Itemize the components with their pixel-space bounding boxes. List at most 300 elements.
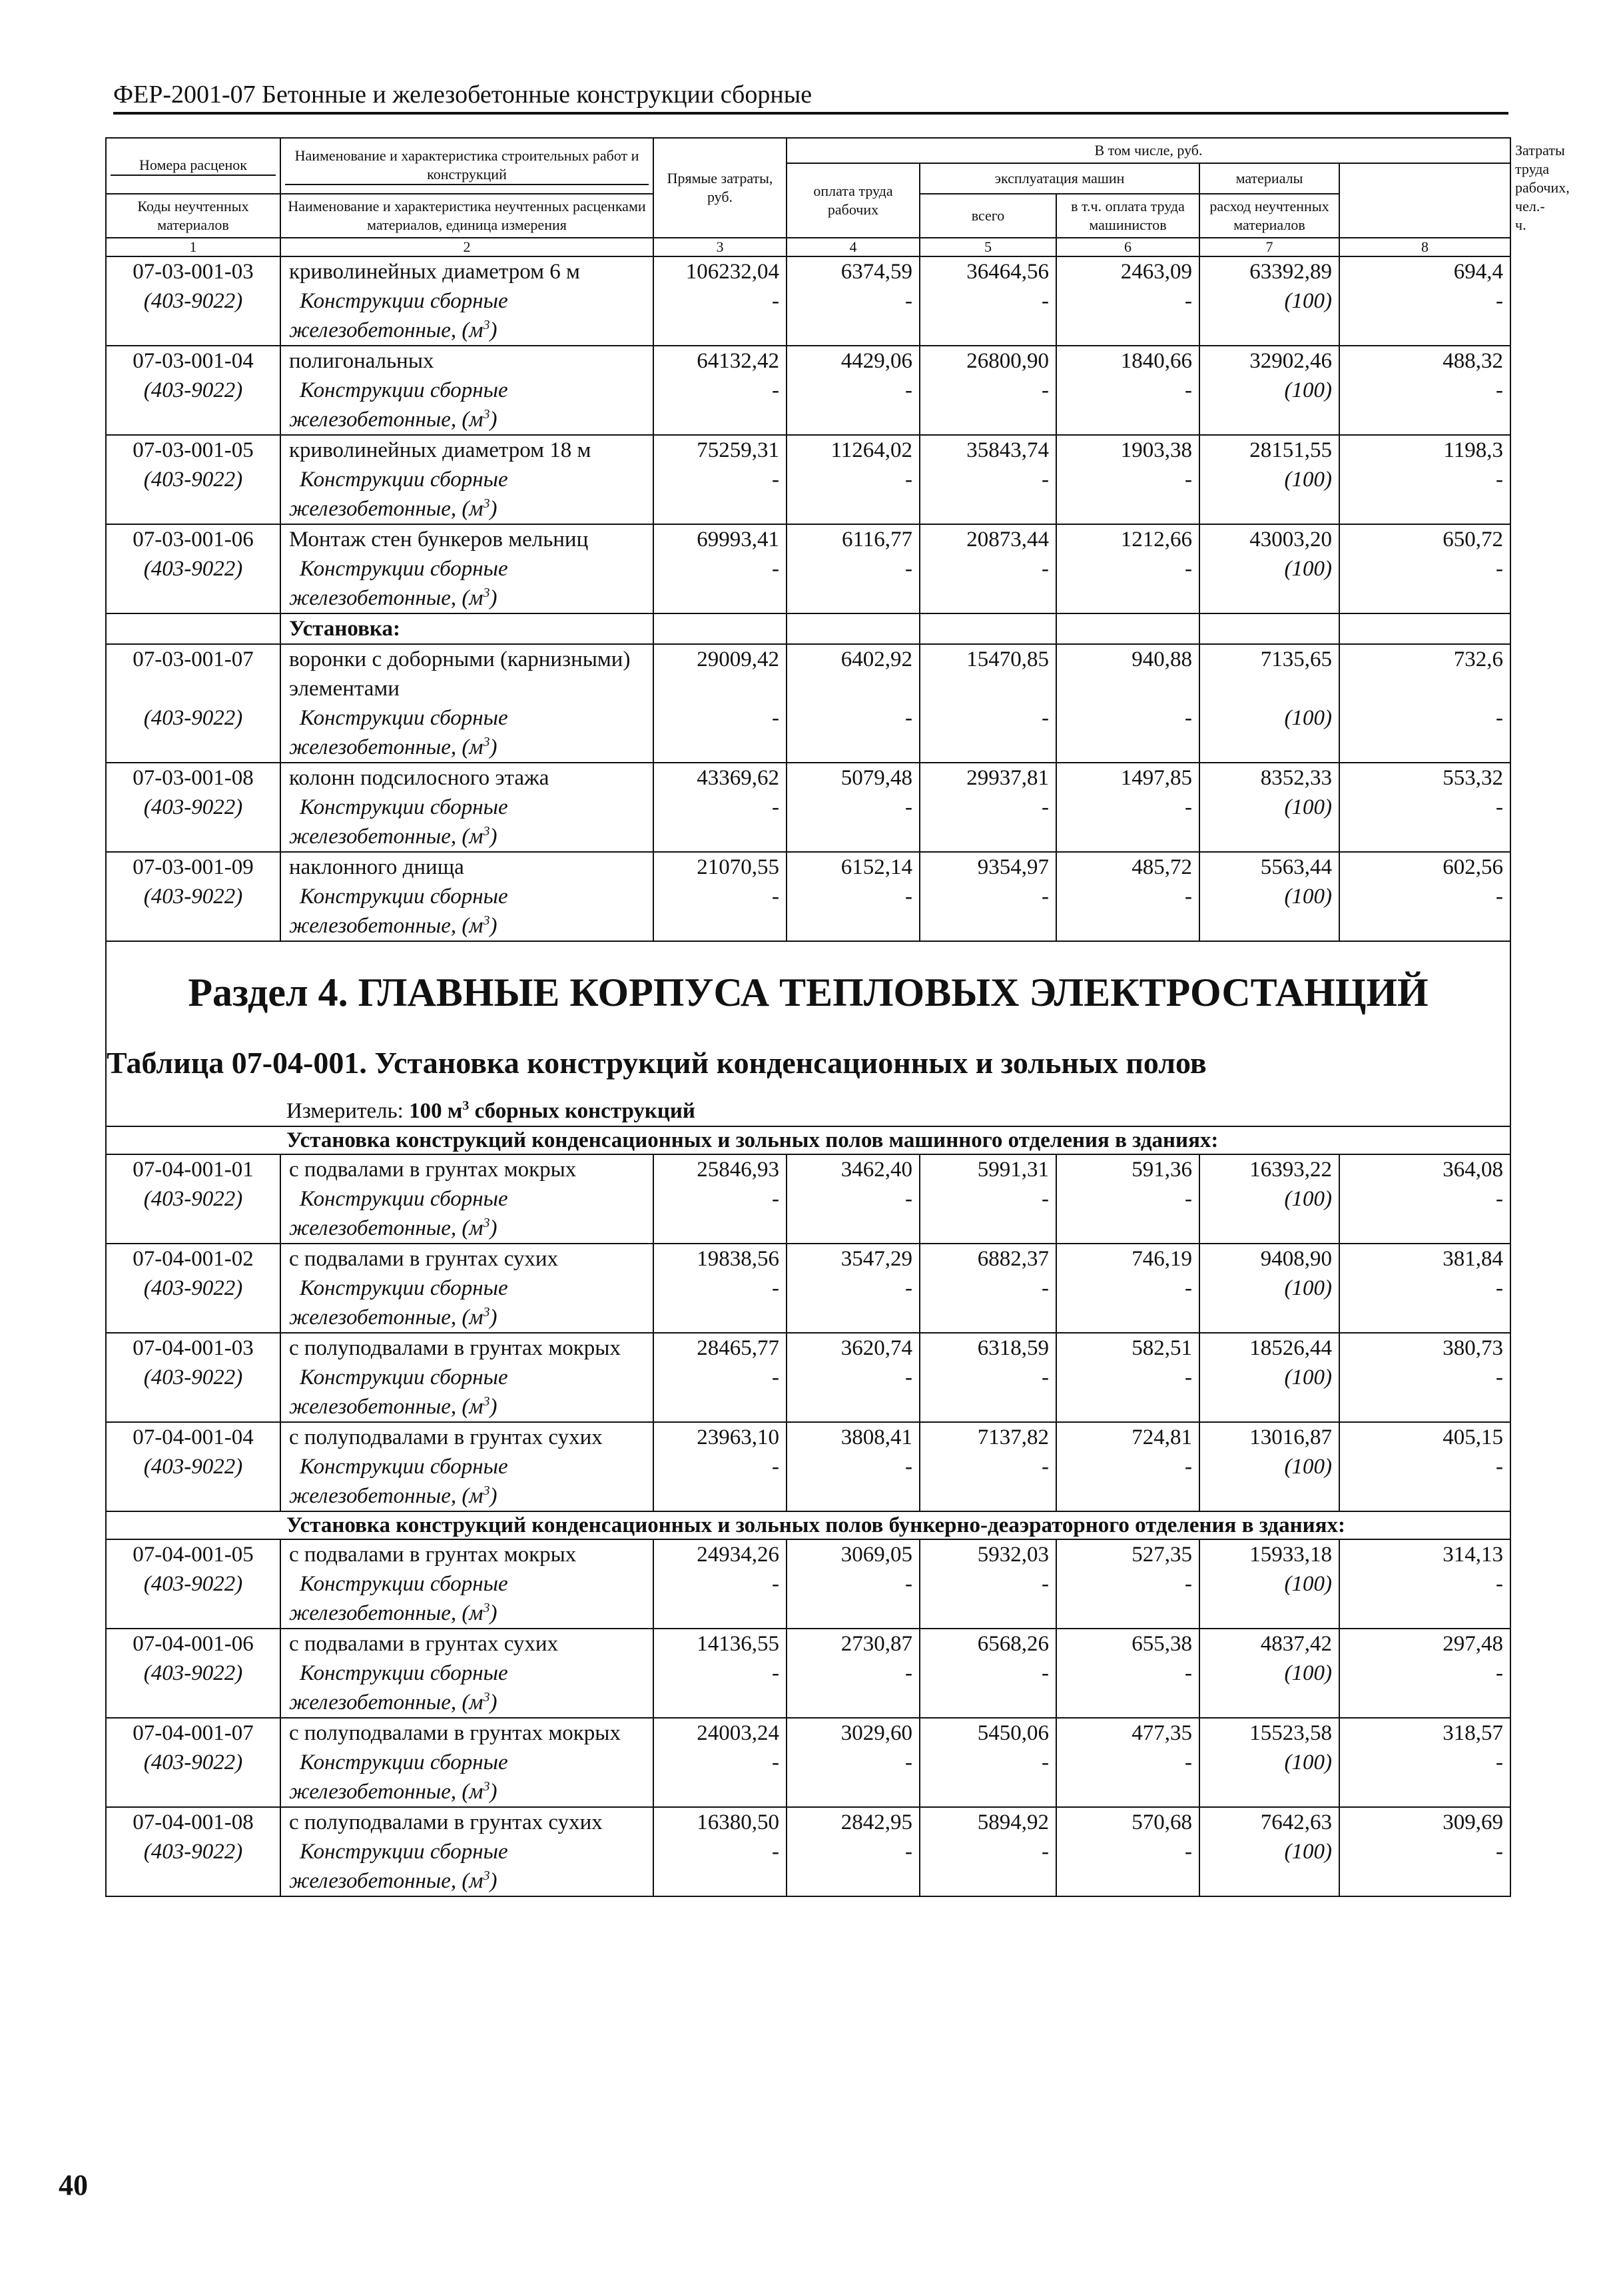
- material-unit-end: ): [489, 408, 497, 432]
- material-name: [280, 703, 653, 763]
- machines-total: 36464,56: [920, 256, 1056, 286]
- labor-hours: 314,13: [1339, 1539, 1510, 1569]
- header-machines-total: всего: [920, 194, 1056, 238]
- labor-hours: 405,15: [1339, 1422, 1510, 1452]
- material-name-line-2: [289, 405, 646, 434]
- material-percent: (100): [1199, 1569, 1339, 1629]
- material-unit-sup: 3: [483, 1779, 490, 1794]
- dash-machines-labor: -: [1056, 1748, 1199, 1807]
- machines-labor: 655,38: [1056, 1629, 1199, 1659]
- header-materials: материалы: [1199, 163, 1339, 194]
- material-name-line-2: [289, 1303, 646, 1332]
- measure-row: [106, 1096, 1510, 1126]
- material-unit-end: ): [489, 914, 497, 938]
- install-block: [106, 613, 1510, 644]
- subhead-1-row: [106, 1126, 1510, 1154]
- work-name: с подвалами в грунтах мокрых: [280, 1539, 653, 1569]
- material-name-line-1: Конструкции сборные: [300, 1455, 508, 1479]
- material-name-line-2: [289, 1777, 646, 1806]
- material-unit-sup: 3: [483, 1305, 490, 1320]
- table-row: [106, 1807, 1510, 1837]
- machines-total: 6882,37: [920, 1244, 1056, 1274]
- machines-total: 6568,26: [920, 1629, 1056, 1659]
- material-unit-sup: 3: [483, 318, 490, 332]
- dash-labor-pay: -: [787, 286, 920, 346]
- material-percent: (100): [1199, 1837, 1339, 1896]
- dash-labor-hours: -: [1339, 703, 1510, 763]
- machines-total: 5450,06: [920, 1718, 1056, 1748]
- measure: [106, 1096, 1510, 1126]
- table-row: [106, 1718, 1510, 1748]
- material-name-text: железобетонные, (м: [289, 1780, 484, 1804]
- machines-labor: 1840,66: [1056, 346, 1199, 376]
- table-row: [106, 1333, 1510, 1363]
- rates-table: [105, 137, 1570, 1897]
- rate-code: 07-04-001-05: [106, 1539, 280, 1569]
- dash-machines-labor: -: [1056, 1184, 1199, 1244]
- material-row: [106, 376, 1510, 435]
- header-name: [280, 138, 653, 194]
- material-code: (403-9022): [106, 703, 280, 763]
- dash-direct: -: [653, 793, 787, 852]
- dash-labor-pay: -: [787, 376, 920, 435]
- material-name: [280, 1184, 653, 1244]
- dash-machines-total: -: [920, 1837, 1056, 1896]
- subhead-2-row: [106, 1511, 1510, 1539]
- material-name-text: железобетонные, (м: [289, 825, 484, 849]
- dash-machines-total: -: [920, 376, 1056, 435]
- labor-hours: 694,4: [1339, 256, 1510, 286]
- materials-cost: 32902,46: [1199, 346, 1339, 376]
- labor-pay: 6402,92: [787, 644, 920, 703]
- dash-direct: -: [653, 1274, 787, 1333]
- materials-cost: 28151,55: [1199, 435, 1339, 465]
- header-labor-pay: оплата труда рабочих: [787, 163, 920, 238]
- dash-machines-total: -: [920, 882, 1056, 941]
- work-name: колонн подсилосного этажа: [280, 763, 653, 793]
- materials-cost: 63392,89: [1199, 256, 1339, 286]
- labor-hours: 488,32: [1339, 346, 1510, 376]
- direct-cost: 25846,93: [653, 1154, 787, 1184]
- materials-cost: 16393,22: [1199, 1154, 1339, 1184]
- machines-labor: 477,35: [1056, 1718, 1199, 1748]
- measure-label: Измеритель:: [286, 1099, 404, 1123]
- work-name: с подвалами в грунтах сухих: [280, 1629, 653, 1659]
- dash-machines-labor: -: [1056, 793, 1199, 852]
- material-row: [106, 1452, 1510, 1511]
- install-blank-7: [1199, 613, 1339, 644]
- labor-pay: 3069,05: [787, 1539, 920, 1569]
- dash-labor-pay: -: [787, 793, 920, 852]
- material-unit-sup: 3: [483, 735, 490, 749]
- material-name-line-2: [289, 1481, 646, 1511]
- header-incl: В том числе, руб.: [787, 138, 1510, 163]
- rates-table-wrapper: [105, 137, 1570, 1897]
- colnum-7: 7: [1199, 238, 1339, 256]
- material-unit-sup: 3: [483, 1216, 490, 1230]
- labor-hours: 602,56: [1339, 852, 1510, 882]
- material-row: [106, 1837, 1510, 1896]
- subhead-2-block: [106, 1511, 1510, 1539]
- page-number: 40: [59, 2169, 88, 2201]
- material-name-line-2: [289, 1392, 646, 1421]
- header-codes-top: Номера расценок: [111, 156, 276, 176]
- dash-machines-labor: -: [1056, 1452, 1199, 1511]
- machines-labor: 591,36: [1056, 1154, 1199, 1184]
- material-unit-sup: 3: [483, 1690, 490, 1705]
- work-name: наклонного днища: [280, 852, 653, 882]
- material-name-text: железобетонные, (м: [289, 1216, 484, 1240]
- dash-direct: -: [653, 554, 787, 613]
- table-row: [106, 644, 1510, 703]
- subhead-1: Установка конструкций конденсационных и зольных полов машинного отделения в зданиях:: [106, 1126, 1510, 1154]
- dash-labor-pay: -: [787, 465, 920, 524]
- material-code: (403-9022): [106, 793, 280, 852]
- table-row: [106, 524, 1510, 554]
- material-row: [106, 465, 1510, 524]
- dash-direct: -: [653, 1184, 787, 1244]
- table-body-a: [106, 256, 1510, 613]
- dash-machines-labor: -: [1056, 1274, 1199, 1333]
- table-row: [106, 1422, 1510, 1452]
- column-numbers: [106, 238, 1510, 256]
- material-unit-sup: 3: [483, 1394, 490, 1409]
- direct-cost: 19838,56: [653, 1244, 787, 1274]
- material-unit-sup: 3: [483, 1601, 490, 1615]
- material-name-line-2: [289, 1866, 646, 1896]
- material-row: [106, 1659, 1510, 1718]
- dash-labor-hours: -: [1339, 1748, 1510, 1807]
- dash-labor-hours: -: [1339, 376, 1510, 435]
- table-row: [106, 1154, 1510, 1184]
- install-blank-8: [1339, 613, 1510, 644]
- rate-code: 07-04-001-03: [106, 1333, 280, 1363]
- dash-direct: -: [653, 376, 787, 435]
- material-percent: (100): [1199, 554, 1339, 613]
- material-unit-end: ): [489, 1869, 497, 1893]
- labor-hours: 1198,3: [1339, 435, 1510, 465]
- material-percent: (100): [1199, 793, 1339, 852]
- install-label-code: [106, 613, 280, 644]
- dash-machines-total: -: [920, 1569, 1056, 1629]
- material-unit-end: ): [489, 1484, 497, 1508]
- machines-labor: 1903,38: [1056, 435, 1199, 465]
- dash-labor-pay: -: [787, 703, 920, 763]
- dash-labor-pay: -: [787, 882, 920, 941]
- material-percent: (100): [1199, 882, 1339, 941]
- rate-code: 07-04-001-04: [106, 1422, 280, 1452]
- material-unit-end: ): [489, 1395, 497, 1419]
- labor-pay: 2730,87: [787, 1629, 920, 1659]
- rate-code: 07-04-001-07: [106, 1718, 280, 1748]
- material-name-line-1: Конструкции сборные: [300, 1750, 508, 1774]
- direct-cost: 69993,41: [653, 524, 787, 554]
- material-name-text: железобетонные, (м: [289, 1691, 484, 1715]
- header-materials-use: расход неучтенных материалов: [1199, 194, 1339, 238]
- material-name-line-2: [289, 494, 646, 524]
- material-name-text: железобетонные, (м: [289, 1484, 484, 1508]
- dash-direct: -: [653, 882, 787, 941]
- dash-direct: -: [653, 1837, 787, 1896]
- direct-cost: 29009,42: [653, 644, 787, 703]
- material-name-line-2: [289, 733, 646, 762]
- material-unit-end: ): [489, 1780, 497, 1804]
- material-unit-end: ): [489, 1216, 497, 1240]
- dash-direct: -: [653, 1748, 787, 1807]
- labor-hours: 309,69: [1339, 1807, 1510, 1837]
- dash-direct: -: [653, 1363, 787, 1422]
- labor-hours: 364,08: [1339, 1154, 1510, 1184]
- labor-pay: 3620,74: [787, 1333, 920, 1363]
- material-unit-sup: 3: [483, 824, 490, 839]
- direct-cost: 16380,50: [653, 1807, 787, 1837]
- material-name-line-1: Конструкции сборные: [300, 289, 508, 313]
- dash-machines-total: -: [920, 1659, 1056, 1718]
- material-name-line-2: [289, 1214, 646, 1243]
- dash-machines-total: -: [920, 1452, 1056, 1511]
- work-name: с полуподвалами в грунтах мокрых: [280, 1333, 653, 1363]
- section-title: Раздел 4. ГЛАВНЫЕ КОРПУСА ТЕПЛОВЫХ ЭЛЕКТРОСТАНЦИЙ: [106, 941, 1510, 1043]
- measure-rest: сборных конструкций: [469, 1099, 695, 1123]
- colnum-2: 2: [280, 238, 653, 256]
- work-name: воронки с доборными (карнизными) элементами: [280, 644, 653, 703]
- labor-pay: 3029,60: [787, 1718, 920, 1748]
- machines-total: 15470,85: [920, 644, 1056, 703]
- header-codes-bottom: Коды неучтенных материалов: [106, 194, 280, 238]
- material-name: [280, 1452, 653, 1511]
- dash-labor-pay: -: [787, 1659, 920, 1718]
- dash-machines-total: -: [920, 703, 1056, 763]
- dash-direct: -: [653, 465, 787, 524]
- material-unit-end: ): [489, 586, 497, 610]
- labor-pay: 6374,59: [787, 256, 920, 286]
- install-label-row: [106, 613, 1510, 644]
- dash-machines-labor: -: [1056, 465, 1199, 524]
- dash-machines-total: -: [920, 1274, 1056, 1333]
- section-title-row: [106, 941, 1510, 1043]
- machines-labor: 582,51: [1056, 1333, 1199, 1363]
- material-code: (403-9022): [106, 1569, 280, 1629]
- dash-labor-hours: -: [1339, 554, 1510, 613]
- labor-pay: 3808,41: [787, 1422, 920, 1452]
- material-unit-end: ): [489, 1306, 497, 1330]
- material-unit-end: ): [489, 735, 497, 759]
- material-code: (403-9022): [106, 1659, 280, 1718]
- dash-machines-labor: -: [1056, 554, 1199, 613]
- direct-cost: 28465,77: [653, 1333, 787, 1363]
- dash-labor-pay: -: [787, 1748, 920, 1807]
- dash-labor-hours: -: [1339, 1837, 1510, 1896]
- dash-labor-hours: -: [1339, 793, 1510, 852]
- labor-hours: 297,48: [1339, 1629, 1510, 1659]
- material-unit-sup: 3: [483, 407, 490, 422]
- page-header: [113, 79, 1508, 115]
- dash-labor-hours: -: [1339, 1184, 1510, 1244]
- material-row: [106, 1184, 1510, 1244]
- material-unit-sup: 3: [483, 1483, 490, 1498]
- material-name-line-2: [289, 316, 646, 345]
- material-row: [106, 286, 1510, 346]
- material-name: [280, 1748, 653, 1807]
- materials-cost: 13016,87: [1199, 1422, 1339, 1452]
- material-percent: (100): [1199, 1274, 1339, 1333]
- table-header: Номера расценок Наименование и характеристика строительных работ и конструкций Прямые затраты, руб. В том числе, руб. Затраты труда рабочих, чел.-ч. оплата труда рабочих эксплуатация машин материалы Коды неучтенных материалов Наименование и характеристика неучтенных расценками материалов, единица измерения всего в т.ч. оплата труда машинистов расход неучтенных материалов 1 2 3 4 5 6 7 8: [106, 138, 1510, 256]
- material-name-line-2: [289, 1688, 646, 1717]
- dash-machines-total: -: [920, 465, 1056, 524]
- colnum-1: 1: [106, 238, 280, 256]
- material-unit-sup: 3: [483, 585, 490, 600]
- material-name-line-2: [289, 583, 646, 613]
- install-blank-4: [787, 613, 920, 644]
- rate-code: 07-04-001-01: [106, 1154, 280, 1184]
- material-name: [280, 376, 653, 435]
- material-name-line-2: [289, 822, 646, 851]
- install-blank-5: [920, 613, 1056, 644]
- machines-total: 6318,59: [920, 1333, 1056, 1363]
- dash-labor-hours: -: [1339, 1659, 1510, 1718]
- material-code: (403-9022): [106, 1184, 280, 1244]
- material-code: (403-9022): [106, 1452, 280, 1511]
- machines-labor: 527,35: [1056, 1539, 1199, 1569]
- material-name: [280, 286, 653, 346]
- dash-labor-hours: -: [1339, 1452, 1510, 1511]
- direct-cost: 106232,04: [653, 256, 787, 286]
- dash-direct: -: [653, 1659, 787, 1718]
- material-name-line-1: Конструкции сборные: [300, 885, 508, 909]
- materials-cost: 7642,63: [1199, 1807, 1339, 1837]
- install-label: Установка:: [280, 613, 653, 644]
- material-name-text: железобетонные, (м: [289, 1306, 484, 1330]
- dash-labor-pay: -: [787, 1363, 920, 1422]
- labor-pay: 4429,06: [787, 346, 920, 376]
- material-code: (403-9022): [106, 376, 280, 435]
- material-name: [280, 1659, 653, 1718]
- materials-cost: 4837,42: [1199, 1629, 1339, 1659]
- material-name-text: железобетонные, (м: [289, 586, 484, 610]
- dash-direct: -: [653, 286, 787, 346]
- direct-cost: 43369,62: [653, 763, 787, 793]
- material-name-line-1: Конструкции сборные: [300, 378, 508, 402]
- material-name-text: железобетонные, (м: [289, 1395, 484, 1419]
- material-unit-end: ): [489, 825, 497, 849]
- work-name: криволинейных диаметром 18 м: [280, 435, 653, 465]
- dash-labor-hours: -: [1339, 465, 1510, 524]
- section-block: [106, 941, 1510, 1154]
- rate-code: 07-04-001-08: [106, 1807, 280, 1837]
- material-percent: (100): [1199, 376, 1339, 435]
- rate-code: 07-04-001-02: [106, 1244, 280, 1274]
- table-body-b: [106, 644, 1510, 941]
- materials-cost: 15523,58: [1199, 1718, 1339, 1748]
- rate-code: 07-03-001-07: [106, 644, 280, 703]
- material-percent: (100): [1199, 1659, 1339, 1718]
- materials-cost: 8352,33: [1199, 763, 1339, 793]
- material-code: (403-9022): [106, 1837, 280, 1896]
- materials-cost: 43003,20: [1199, 524, 1339, 554]
- materials-cost: 5563,44: [1199, 852, 1339, 882]
- table-title-row: [106, 1043, 1510, 1096]
- dash-machines-total: -: [920, 554, 1056, 613]
- material-unit-end: ): [489, 1601, 497, 1625]
- table-row: [106, 1244, 1510, 1274]
- material-unit-sup: 3: [483, 1868, 490, 1883]
- machines-total: 29937,81: [920, 763, 1056, 793]
- material-name-line-1: Конструкции сборные: [300, 557, 508, 581]
- materials-cost: 15933,18: [1199, 1539, 1339, 1569]
- dash-machines-labor: -: [1056, 1569, 1199, 1629]
- machines-labor: 940,88: [1056, 644, 1199, 703]
- header-codes: [106, 138, 280, 194]
- material-name-line-2: [289, 1599, 646, 1628]
- header-name-bottom: Наименование и характеристика неучтенных расценками материалов, единица измерения: [280, 194, 653, 238]
- material-name-line-1: Конструкции сборные: [300, 1365, 508, 1389]
- materials-cost: 18526,44: [1199, 1333, 1339, 1363]
- material-name-text: железобетонные, (м: [289, 914, 484, 938]
- dash-machines-labor: -: [1056, 1363, 1199, 1422]
- material-percent: (100): [1199, 1748, 1339, 1807]
- material-unit-sup: 3: [483, 496, 490, 511]
- work-name: Монтаж стен бункеров мельниц: [280, 524, 653, 554]
- dash-labor-pay: -: [787, 554, 920, 613]
- dash-machines-total: -: [920, 793, 1056, 852]
- material-name-text: железобетонные, (м: [289, 1869, 484, 1893]
- machines-total: 5894,92: [920, 1807, 1056, 1837]
- material-row: [106, 1748, 1510, 1807]
- material-unit-end: ): [489, 1691, 497, 1715]
- work-name: с полуподвалами в грунтах сухих: [280, 1807, 653, 1837]
- material-name: [280, 554, 653, 613]
- table-row: [106, 1539, 1510, 1569]
- direct-cost: 23963,10: [653, 1422, 787, 1452]
- direct-cost: 24003,24: [653, 1718, 787, 1748]
- labor-pay: 3547,29: [787, 1244, 920, 1274]
- material-name-line-1: Конструкции сборные: [300, 706, 508, 730]
- material-row: [106, 1569, 1510, 1629]
- material-percent: (100): [1199, 465, 1339, 524]
- dash-machines-labor: -: [1056, 1837, 1199, 1896]
- material-percent: (100): [1199, 1363, 1339, 1422]
- dash-labor-pay: -: [787, 1837, 920, 1896]
- dash-direct: -: [653, 1569, 787, 1629]
- material-name-text: железобетонные, (м: [289, 408, 484, 432]
- direct-cost: 14136,55: [653, 1629, 787, 1659]
- dash-labor-hours: -: [1339, 1569, 1510, 1629]
- work-name: с подвалами в грунтах сухих: [280, 1244, 653, 1274]
- table-row: [106, 763, 1510, 793]
- dash-labor-pay: -: [787, 1569, 920, 1629]
- measure-value: 100 м: [409, 1099, 463, 1123]
- machines-total: 9354,97: [920, 852, 1056, 882]
- colnum-4: 4: [787, 238, 920, 256]
- material-name-line-1: Конструкции сборные: [300, 1840, 508, 1864]
- material-name-line-2: [289, 911, 646, 941]
- material-name-text: железобетонные, (м: [289, 735, 484, 759]
- material-code: (403-9022): [106, 882, 280, 941]
- rate-code: 07-03-001-03: [106, 256, 280, 286]
- work-name: криволинейных диаметром 6 м: [280, 256, 653, 286]
- dash-labor-hours: -: [1339, 1363, 1510, 1422]
- machines-labor: 2463,09: [1056, 256, 1199, 286]
- rate-code: 07-04-001-06: [106, 1629, 280, 1659]
- material-name: [280, 1569, 653, 1629]
- material-name-line-1: Конструкции сборные: [300, 795, 508, 819]
- dash-machines-labor: -: [1056, 286, 1199, 346]
- labor-pay: 6116,77: [787, 524, 920, 554]
- dash-labor-hours: -: [1339, 286, 1510, 346]
- labor-pay: 3462,40: [787, 1154, 920, 1184]
- machines-labor: 570,68: [1056, 1807, 1199, 1837]
- table-title: Таблица 07-04-001. Установка конструкций конденсационных и зольных полов: [106, 1043, 1510, 1096]
